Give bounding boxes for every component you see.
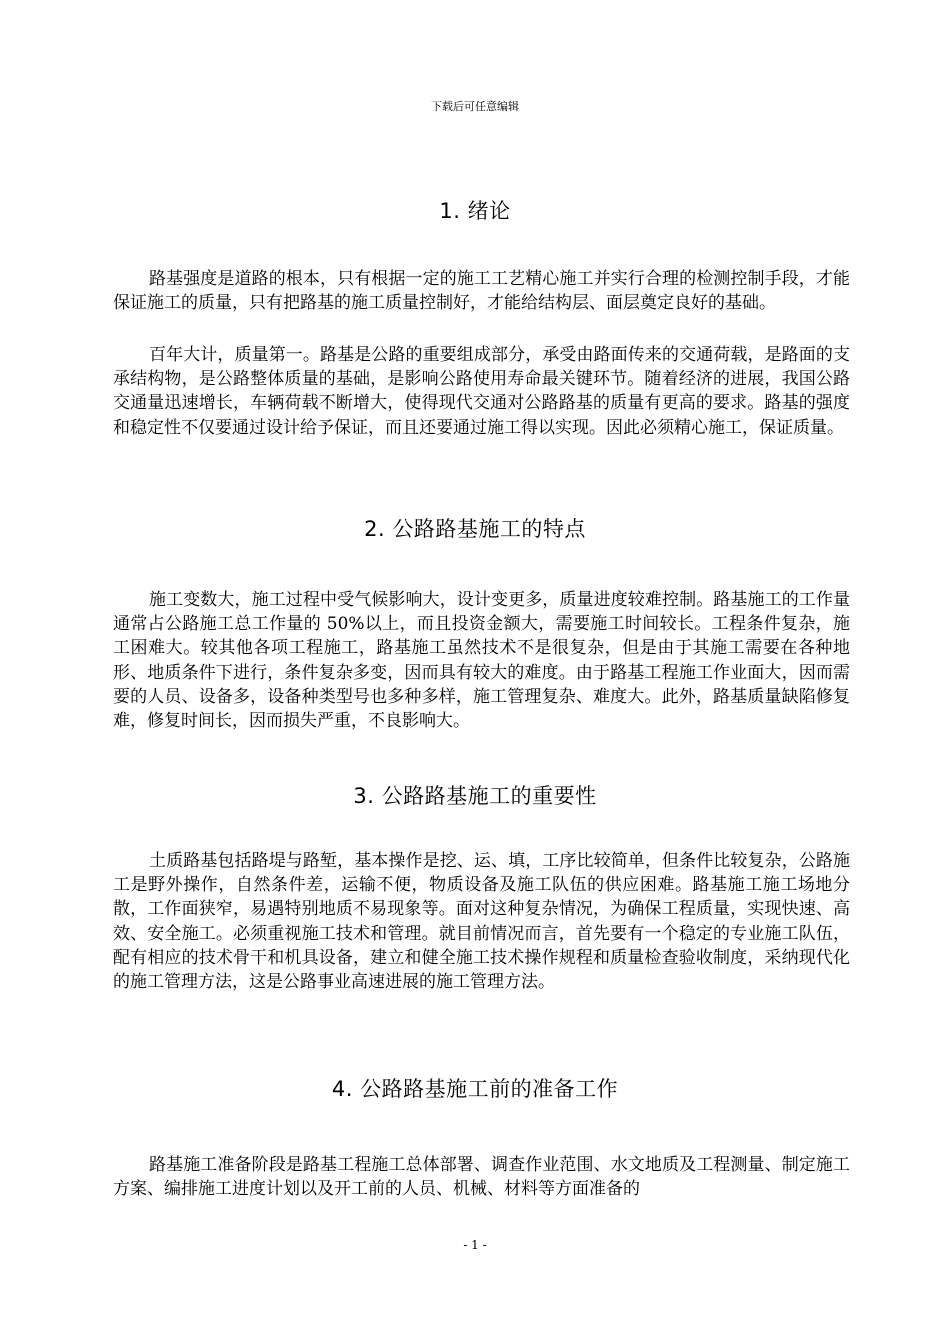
section-2-paragraph-1: 施工变数大，施工过程中受气候影响大，设计变更多，质量进度较难控制。路基施工的工作量通常占公路施工总工作量的 50%以上，而且投资金额大，需要施工时间较长。工程条件复杂，施工困难大。较其他各项工程施工，路基施工虽然技术不是很复杂，但是由于其施工需要在各种地形、地质条件下进行，条件复杂多变，因而具有较大的难度。由于路基工程施工作业面大，因而需要的人员、设备多，设备种类型号也多种多样，施工管理复杂、难度大。此外，路基质量缺陷修复难，修复时间长，因而损失严重，不良影响大。 bbox=[113, 590, 850, 732]
section-1-paragraph-1: 路基强度是道路的根本，只有根据一定的施工工艺精心施工并实行合理的检测控制手段，才能保证施工的质量，只有把路基的施工质量控制好，才能给结构层、面层奠定良好的基础。 bbox=[113, 269, 850, 314]
section-3-heading: 3. 公路路基施工的重要性 bbox=[353, 784, 597, 808]
section-1-heading: 1. 绪论 bbox=[439, 199, 511, 223]
section-2-heading: 2. 公路路基施工的特点 bbox=[364, 517, 586, 541]
page-number: - 1 - bbox=[463, 1238, 487, 1252]
section-4-heading: 4. 公路路基施工前的准备工作 bbox=[331, 1077, 619, 1101]
section-1-paragraph-2: 百年大计，质量第一。路基是公路的重要组成部分，承受由路面传来的交通荷载，是路面的支承结构物，是公路整体质量的基础，是影响公路使用寿命最关键环节。随着经济的进展，我国公路交通量迅速增长，车辆荷载不断增大，使得现代交通对公路路基的质量有更高的要求。路基的强度和稳定性不仅要通过设计给予保证，而且还要通过施工得以实现。因此必须精心施工，保证质量。 bbox=[113, 345, 850, 438]
header-note: 下载后可任意编辑 bbox=[431, 100, 519, 113]
section-4-paragraph-1: 路基施工准备阶段是路基工程施工总体部署、调查作业范围、水文地质及工程测量、制定施工方案、编排施工进度计划以及开工前的人员、机械、材料等方面准备的 bbox=[113, 1155, 850, 1200]
section-3-paragraph-1: 土质路基包括路堤与路堑，基本操作是挖、运、填，工序比较简单，但条件比较复杂，公路施工是野外操作，自然条件差，运输不便，物质设备及施工队伍的供应困难。路基施工施工场地分散，工作面狭窄，易遇特别地质不易现象等。面对这种复杂情况，为确保工程质量，实现快速、高效、安全施工。必须重视施工技术和管理。就目前情况而言，首先要有一个稳定的专业施工队伍，配有相应的技术骨干和机具设备，建立和健全施工技术操作规程和质量检查验收制度，采纳现代化的施工管理方法，这是公路事业高速进展的施工管理方法。 bbox=[113, 851, 850, 993]
